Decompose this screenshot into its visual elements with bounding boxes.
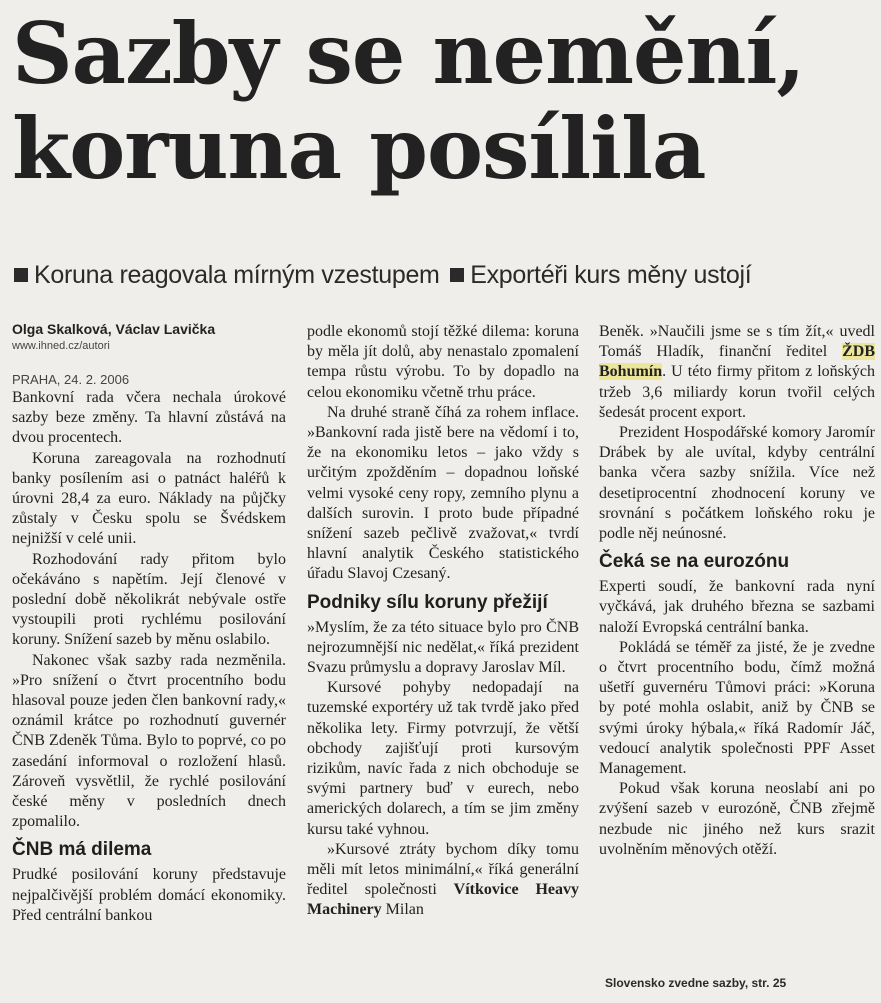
highlighted-company-name: ŽDB Bohumín <box>599 343 875 381</box>
subhead-2: Exportéři kurs měny ustojí <box>470 261 752 289</box>
text-run: »Kursové ztráty bychom díky tomu měli mít letos minimální,« říká generální ředitel společnosti <box>307 840 579 899</box>
paragraph: Nakonec však sazby rada nezměnila. »Pro snížení o čtvrt procentního bodu hlasoval pouze jeden člen bankovní rady,« oznámil krátce po rozhodnutí guvernér ČNB Zdeněk Tůma. Bylo to poprvé, co po zasedání informoval o rozložení hlasů. Zároveň vysvětlil, že rychlé posilování české měny v posledních dnech zpomalilo. <box>12 651 286 831</box>
paragraph <box>307 840 579 921</box>
bullet-square-icon <box>450 268 464 282</box>
dateline: PRAHA, 24. 2. 2006 <box>12 372 130 387</box>
company-name: Vítkovice Heavy Machinery <box>307 881 579 919</box>
subheadline <box>14 258 874 292</box>
article-column-2 <box>307 322 579 921</box>
paragraph: Kursové pohyby nedopadají na tuzemské exportéry už tak tvrdě jako před několika lety. Firmy potvrzují, že větší obchody zajišťují proti kursovým rizikům, navíc řada z nich obchoduje se svými partnery buď v eurech, nebo amerických dolarech, a tím se jim změny kursu také vyhnou. <box>307 679 579 838</box>
byline-url: www.ihned.cz/autori <box>12 340 110 352</box>
paragraph <box>599 322 875 423</box>
paragraph: Rozhodování rady přitom bylo očekáváno s napětím. Její členové v poslední době několikrát nebývale ostře vystoupili proti rychlému posilování koruny. Snížení sazeb by měnu oslabilo. <box>12 550 286 649</box>
byline-authors: Olga Skalková, Václav Lavička <box>12 321 216 337</box>
cross-reference: Slovensko zvedne sazby, str. 25 <box>605 976 787 990</box>
text-run: . U této firmy přitom z loňských tržeb 3,6 miliardy korun tvořil celých šedesát procent export. <box>599 363 875 421</box>
paragraph: »Myslím, že za této situace bylo pro ČNB nejrozumnější nic nedělat,« říká prezident Svazu průmyslu a dopravy Jaroslav Míl. <box>307 618 579 677</box>
paragraph: Bankovní rada včera nechala úrokové sazby beze změny. Ta hlavní zůstává na dvou procentech. <box>12 389 286 447</box>
article-column-3 <box>599 322 875 860</box>
paragraph: Na druhé straně číhá za rohem inflace. »Bankovní rada jistě bere na vědomí i to, že na ekonomiku letos – jako vždy s určitým zpožděním – dopadnou loňské velmi vysoké ceny ropy, zemního plynu a dalších surovin. I proto bude případné snížení sazeb pečlivě zvažovat,« tvrdí hlavní analytik Českého statistického úřadu Slavoj Czesaný. <box>307 403 579 583</box>
paragraph: Koruna zareagovala na rozhodnutí banky posílením asi o patnáct haléřů k úrovni 28,4 za euro. Náklady na půjčky zůstaly v Česku spolu se Švédskem nejnižší v celé unii. <box>12 449 286 548</box>
article-column-1 <box>12 318 286 926</box>
headline <box>12 6 872 196</box>
section-heading: Podniky sílu koruny přežijí <box>307 591 548 613</box>
subhead-1: Koruna reagovala mírným vzestupem <box>34 261 440 289</box>
paragraph: Prezident Hospodářské komory Jaromír Drábek by ale uvítal, kdyby centrální banka včera sazby snížila. Více než desetiprocentní zhodnocení koruny ve srovnání s počátkem loňského roku je podle něj neúnosné. <box>599 424 875 543</box>
headline-line-2: koruna posílila <box>12 99 706 198</box>
paragraph: podle ekonomů stojí těžké dilema: koruna by měla jít dolů, aby nenastalo zpomalení tempa růstu výrobu. To by dopadlo na celou ekonomiku včetně trhu práce. <box>307 323 579 401</box>
headline-line-1: Sazby se nemění, <box>12 4 805 103</box>
section-heading: Čeká se na eurozónu <box>599 551 790 573</box>
paragraph: Pokládá se téměř za jisté, že je zvedne o čtvrt procentního bodu, čímž možná ušetří guvernéru Tůmovi práci: »Koruna by poté mohla oslabit, aniž by ČNB se svými úroky hýbala,« říká Radomír Jáč, vedoucí analytik společnosti PPF Asset Management. <box>599 638 875 778</box>
text-run: Beněk. »Naučili jsme se s tím žít,« uvedl Tomáš Hladík, finanční ředitel <box>599 323 875 361</box>
paragraph: Pokud však koruna neoslabí ani po zvýšení sazeb v eurozóně, ČNB zřejmě nezbude nic jiného než kurs srazit uvolněním měnových otěží. <box>599 780 875 858</box>
section-heading: ČNB má dilema <box>12 839 152 861</box>
bullet-square-icon <box>14 268 28 282</box>
paragraph: Prudké posilování koruny představuje nejpalčivější problém domácí ekonomiky. Před centrální bankou <box>12 866 286 924</box>
text-run: Milan <box>381 901 424 919</box>
paragraph: Experti soudí, že bankovní rada nyní vyčkává, jak druhého března se sazbami naloží Evropská centrální banka. <box>599 578 875 636</box>
